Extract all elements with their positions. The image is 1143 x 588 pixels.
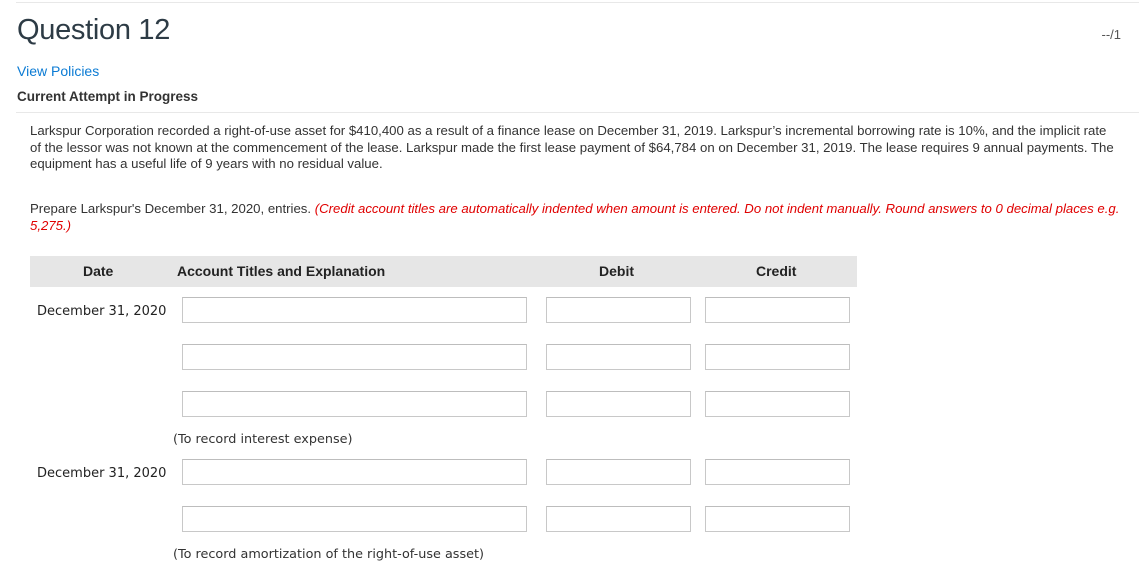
entry-note: (To record interest expense) xyxy=(173,432,353,447)
prepare-instructions xyxy=(30,201,1120,234)
section-divider xyxy=(16,112,1139,113)
debit-input[interactable] xyxy=(546,297,691,323)
view-policies-link[interactable]: View Policies xyxy=(17,63,100,79)
credit-input[interactable] xyxy=(705,391,850,417)
journal-table-header xyxy=(30,256,857,287)
account-title-input[interactable] xyxy=(182,506,527,532)
entry-note: (To record amortization of the right-of-use asset) xyxy=(173,547,485,562)
debit-input[interactable] xyxy=(546,344,691,370)
header-date: Date xyxy=(83,263,114,279)
debit-input[interactable] xyxy=(546,506,691,532)
account-title-input[interactable] xyxy=(182,344,527,370)
account-title-input[interactable] xyxy=(182,459,527,485)
header-credit: Credit xyxy=(756,263,797,279)
question-text: Larkspur Corporation recorded a right-of-use asset for $410,400 as a result of a finance lease on December 31, 2019. Larkspur’s incremental borrowing rate is 10%, and the implicit rate of the lessor was not known at the commencement of the lease. Larkspur made the first lease payment of $64,784 on on December 31, 2019. The lease requires 9 annual payments. The equipment has a useful life of 9 years with no residual value. xyxy=(30,123,1114,171)
account-title-input[interactable] xyxy=(182,297,527,323)
credit-input[interactable] xyxy=(705,459,850,485)
attempt-status: Current Attempt in Progress xyxy=(17,89,199,104)
debit-input[interactable] xyxy=(546,391,691,417)
header-account: Account Titles and Explanation xyxy=(177,263,386,279)
credit-input[interactable] xyxy=(705,344,850,370)
credit-input[interactable] xyxy=(705,297,850,323)
debit-input[interactable] xyxy=(546,459,691,485)
credit-input[interactable] xyxy=(705,506,850,532)
prepare-text: Prepare Larkspur's December 31, 2020, entries. xyxy=(30,201,312,216)
entry-date: December 31, 2020 xyxy=(37,304,167,319)
question-title: Question 12 xyxy=(17,14,171,46)
top-divider xyxy=(16,2,1139,3)
instruction-note: (Credit account titles are automatically indented when amount is entered. Do not indent manually. Round answers to 0 decimal places e.g. 5,275.) xyxy=(30,201,1120,233)
header-debit: Debit xyxy=(599,263,634,279)
entry-date: December 31, 2020 xyxy=(37,466,167,481)
question-score: --/1 xyxy=(1101,27,1121,42)
account-title-input[interactable] xyxy=(182,391,527,417)
